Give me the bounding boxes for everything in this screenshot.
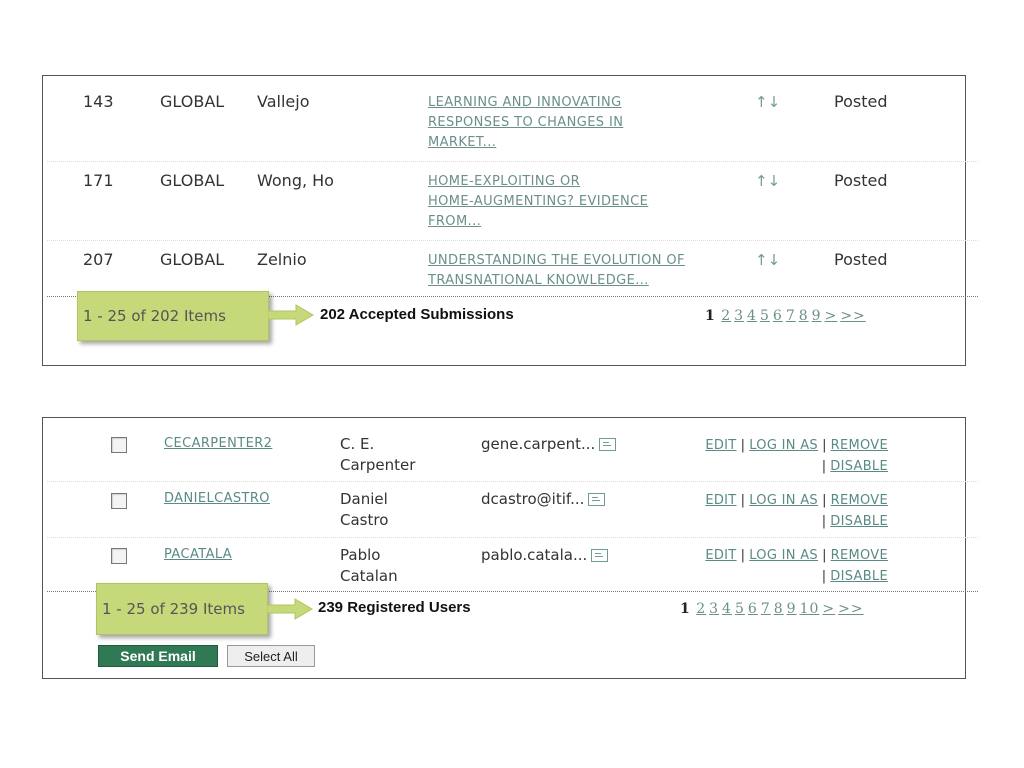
pagination <box>680 601 867 617</box>
submission-status: Posted <box>834 92 888 111</box>
log-in-as-link[interactable]: LOG IN AS <box>749 493 818 508</box>
submission-status: Posted <box>834 171 888 190</box>
row-divider <box>47 161 978 162</box>
disable-link[interactable]: DISABLE <box>830 459 888 474</box>
sort-arrows-icon[interactable]: ↑↓ <box>755 251 781 269</box>
page-link[interactable]: 9 <box>786 601 797 617</box>
sort-arrows-icon[interactable]: ↑↓ <box>755 172 781 190</box>
page-current: 1 <box>680 601 691 617</box>
username-link[interactable]: PACATALA <box>164 547 233 562</box>
page-last[interactable]: >> <box>838 601 864 617</box>
submission-scope: GLOBAL <box>160 92 225 111</box>
user-actions: EDIT | LOG IN AS | REMOVE | DISABLE <box>705 438 888 474</box>
item-count-text: 1 - 25 of 239 Items <box>102 600 245 618</box>
submission-author: Wong, Ho <box>257 171 334 190</box>
page-link[interactable]: 3 <box>709 601 720 617</box>
page-link[interactable]: 6 <box>772 308 783 324</box>
username-link[interactable]: CECARPENTER2 <box>164 436 273 451</box>
submission-author: Zelnio <box>257 250 307 269</box>
submission-status: Posted <box>834 250 888 269</box>
page-link[interactable]: 2 <box>721 308 732 324</box>
page-link[interactable]: 7 <box>760 601 771 617</box>
page-link[interactable]: 4 <box>747 308 757 324</box>
page-link[interactable]: 3 <box>734 308 745 324</box>
page-last[interactable]: >> <box>840 308 866 324</box>
submission-title-link[interactable]: UNDERSTANDING THE EVOLUTION OF TRANSNATIONAL KNOWLEDGE... <box>428 253 685 288</box>
row-divider <box>47 481 978 482</box>
page-link[interactable]: 5 <box>734 601 745 617</box>
arrow-right-icon <box>267 598 313 620</box>
email-compose-icon[interactable] <box>599 438 616 451</box>
row-divider <box>47 240 978 241</box>
page-link[interactable]: 4 <box>722 601 732 617</box>
user-actions: EDIT | LOG IN AS | REMOVE | DISABLE <box>705 493 888 529</box>
sort-arrows-icon[interactable]: ↑↓ <box>755 93 781 111</box>
user-select-checkbox[interactable] <box>111 548 127 564</box>
log-in-as-link[interactable]: LOG IN AS <box>749 548 818 563</box>
page-link[interactable]: 8 <box>798 308 809 324</box>
page-next[interactable]: > <box>822 601 836 617</box>
page-link[interactable]: 8 <box>773 601 784 617</box>
user-actions: EDIT | LOG IN AS | REMOVE | DISABLE <box>705 548 888 584</box>
user-email: dcastro@itif... <box>481 489 605 510</box>
user-email: gene.carpent... <box>481 434 616 455</box>
log-in-as-link[interactable]: LOG IN AS <box>749 438 818 453</box>
email-compose-icon[interactable] <box>588 493 605 506</box>
remove-link[interactable]: REMOVE <box>830 438 888 453</box>
callout-label: 239 Registered Users <box>318 599 471 616</box>
submission-author: Vallejo <box>257 92 310 111</box>
submission-scope: GLOBAL <box>160 250 225 269</box>
page-current: 1 <box>705 308 716 324</box>
pagination <box>705 308 869 324</box>
user-name: Pablo Catalan <box>340 546 398 585</box>
submission-title-link[interactable]: LEARNING AND INNOVATING RESPONSES TO CHANGES IN MARKET... <box>428 95 624 150</box>
select-all-button[interactable]: Select All <box>227 645 315 667</box>
page-link[interactable]: 6 <box>747 601 758 617</box>
user-select-checkbox[interactable] <box>111 493 127 509</box>
item-count-highlight <box>96 583 268 635</box>
user-name: Daniel Castro <box>340 490 389 529</box>
item-count-text: 1 - 25 of 202 Items <box>83 307 226 325</box>
item-count-highlight <box>77 291 269 341</box>
username-link[interactable]: DANIELCASTRO <box>164 491 270 506</box>
page-link[interactable]: 7 <box>785 308 796 324</box>
row-divider <box>47 537 978 538</box>
page-link[interactable]: 5 <box>759 308 770 324</box>
user-select-checkbox[interactable] <box>111 437 127 453</box>
submission-scope: GLOBAL <box>160 171 225 190</box>
arrow-right-icon <box>268 304 314 326</box>
edit-link[interactable]: EDIT <box>705 438 737 453</box>
remove-link[interactable]: REMOVE <box>830 493 888 508</box>
user-name: C. E. Carpenter <box>340 435 416 474</box>
page-link[interactable]: 9 <box>811 308 822 324</box>
send-email-button[interactable]: Send Email <box>98 645 218 667</box>
disable-link[interactable]: DISABLE <box>830 514 888 529</box>
submission-id: 143 <box>83 92 114 111</box>
user-email: pablo.catala... <box>481 545 608 566</box>
submission-title-link[interactable]: HOME-EXPLOITING OR HOME-AUGMENTING? EVIDENCE FROM... <box>428 174 649 229</box>
page-link[interactable]: 2 <box>696 601 707 617</box>
page-next[interactable]: > <box>824 308 838 324</box>
disable-link[interactable]: DISABLE <box>830 569 888 584</box>
edit-link[interactable]: EDIT <box>705 548 737 563</box>
submission-id: 171 <box>83 171 114 190</box>
edit-link[interactable]: EDIT <box>705 493 737 508</box>
remove-link[interactable]: REMOVE <box>830 548 888 563</box>
submission-id: 207 <box>83 250 114 269</box>
email-compose-icon[interactable] <box>591 549 608 562</box>
page-link[interactable]: 10 <box>799 601 820 617</box>
callout-label: 202 Accepted Submissions <box>320 306 514 323</box>
